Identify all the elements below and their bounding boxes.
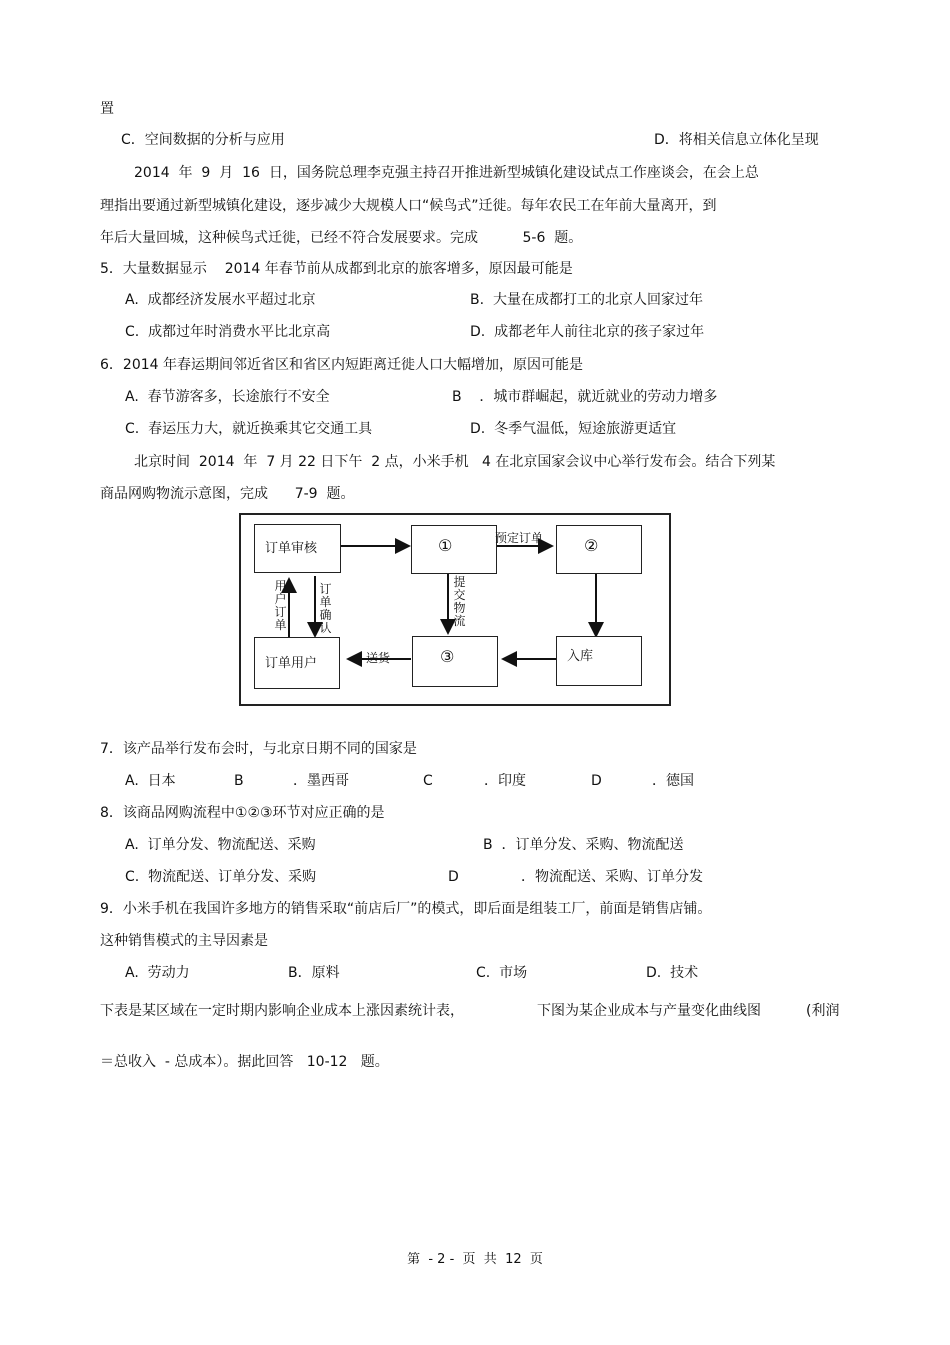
question-9: 9．小米手机在我国许多地方的销售采取“前店后厂”的模式，即后面是组装工厂，前面是销售店铺。 [100, 901, 712, 917]
q6-option-a: A. 春节游客多，长途旅行不安全 [125, 389, 330, 405]
q9-option-c: C. 市场 [476, 965, 528, 981]
node-2-label: ② [584, 536, 599, 555]
paragraph-line: 下图为某企业成本与产量变化曲线图 [537, 1003, 761, 1019]
order-review-label: 订单审核 [265, 541, 318, 556]
q7-option-c-letter: C [423, 773, 433, 789]
paragraph-line: 年后大量回城，这种候鸟式迁徙，已经不符合发展要求。完成 5-6 题。 [100, 230, 583, 246]
q9-option-b: B．原料 [288, 965, 340, 981]
question-9-cont: 这种销售模式的主导因素是 [100, 933, 268, 949]
paragraph-line: 北京时间 2014 年 7 月 22 日下午 2 点，小米手机 4 在北京国家会议中心举行发布会。结合下列某 [134, 454, 776, 470]
page-footer: 第 - 2 - 页 共 12 页 [407, 1252, 543, 1267]
question-6: 6．2014 年春运期间邻近省区和省区内短距离迁徙人口大幅增加，原因可能是 [100, 357, 583, 373]
question-7: 7．该产品举行发布会时，与北京日期不同的国家是 [100, 741, 417, 757]
label-submit-logistics: 提交物流 [453, 575, 466, 628]
question-8: 8．该商品网购流程中①②③环节对应正确的是 [100, 805, 385, 821]
question-5: 5．大量数据显示 2014 年春节前从成都到北京的旅客增多，原因最可能是 [100, 261, 573, 277]
paragraph-line: (利润 [806, 1003, 840, 1019]
text-line: 置 [100, 101, 114, 117]
q9-option-a: A. 劳动力 [125, 965, 190, 981]
q5-option-b: B. 大量在成都打工的北京人回家过年 [470, 292, 703, 308]
q8-option-c: C. 物流配送、订单分发、采购 [125, 869, 317, 885]
q7-option-c-text: ．印度 [484, 773, 526, 789]
q5-option-a: A. 成都经济发展水平超过北京 [125, 292, 316, 308]
order-user-label: 订单用户 [265, 656, 318, 671]
q7-option-b-letter: B [234, 773, 244, 789]
q6-option-d: D. 冬季气温低，短途旅游更适宜 [470, 421, 677, 437]
node-3-label: ③ [440, 647, 455, 666]
paragraph-line: 下表是某区域在一定时期内影响企业成本上涨因素统计表， [100, 1003, 464, 1019]
q9-option-d: D. 技术 [646, 965, 699, 981]
node-1-label: ① [438, 536, 453, 555]
q5-option-c: C. 成都过年时消费水平比北京高 [125, 324, 331, 340]
option-c-prev: C．空间数据的分析与应用 [121, 132, 285, 148]
node-1-box [411, 525, 497, 574]
q6-option-b: B ．城市群崛起，就近就业的劳动力增多 [452, 389, 718, 405]
logistics-flow-diagram [239, 513, 671, 706]
q5-option-d: D. 成都老年人前往北京的孩子家过年 [470, 324, 705, 340]
q8-option-b: B ．订单分发、采购、物流配送 [483, 837, 684, 853]
q6-option-c: C. 春运压力大，就近换乘其它交通工具 [125, 421, 373, 437]
warehouse-label: 入库 [567, 649, 594, 664]
q8-option-a: A. 订单分发、物流配送、采购 [125, 837, 316, 853]
paragraph-line: 2014 年 9 月 16 日，国务院总理李克强主持召开推进新型城镇化建设试点工作座谈会，在会上总 [134, 165, 759, 181]
q8-option-d-text: ．物流配送、采购、订单分发 [521, 869, 703, 885]
node-2-box [556, 525, 642, 574]
q7-option-d-letter: D [591, 773, 602, 789]
node-3-box [412, 636, 498, 687]
warehouse-box [556, 636, 642, 686]
order-review-box [254, 524, 341, 573]
label-delivery: 送货 [366, 651, 391, 665]
paragraph-line: 理指出要通过新型城镇化建设，逐步减少大规模人口“候鸟式”迁徙。每年农民工在年前大量离开，到 [100, 198, 717, 214]
label-user-order: 用户订单 [274, 579, 287, 632]
order-user-box [254, 637, 340, 689]
label-order-confirm: 订单确认 [319, 582, 332, 635]
q7-option-b-text: ．墨西哥 [293, 773, 349, 789]
q7-option-a: A. 日本 [125, 773, 176, 789]
option-d-prev: D．将相关信息立体化呈现 [654, 132, 819, 148]
q8-option-d-letter: D [448, 869, 459, 885]
paragraph-line: ＝总收入 - 总成本）。据此回答 10-12 题。 [100, 1054, 389, 1070]
label-predetermined-order: 预定订单 [495, 531, 544, 545]
paragraph-line: 商品网购物流示意图，完成 7-9 题。 [100, 486, 355, 502]
q7-option-d-text: ．德国 [652, 773, 694, 789]
